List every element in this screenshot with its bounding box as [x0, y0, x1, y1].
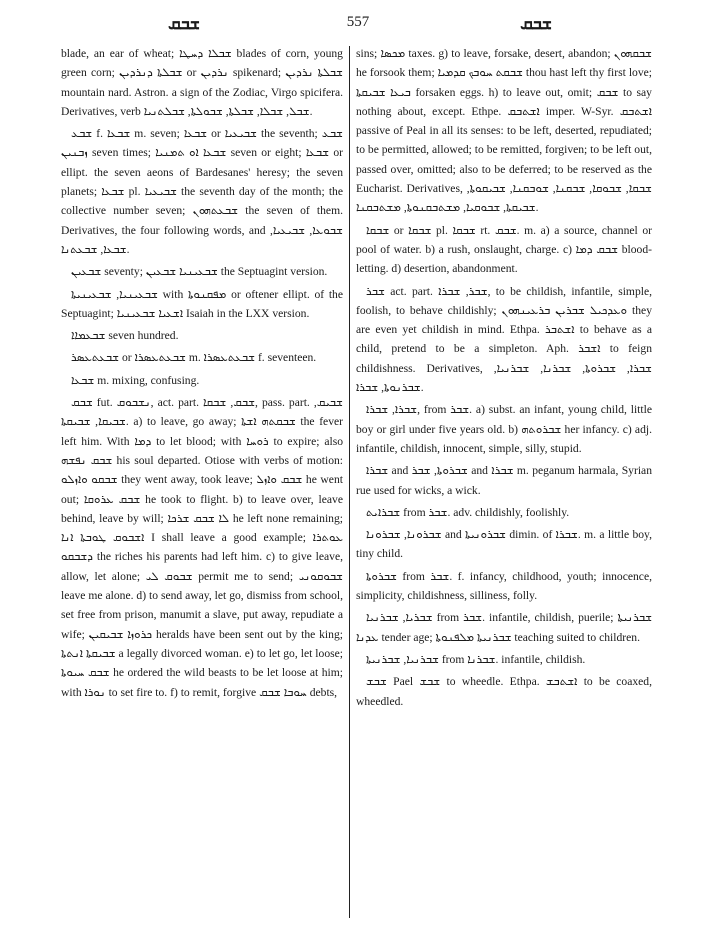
- page-header: [60, 14, 656, 40]
- column-divider: [349, 46, 350, 918]
- dictionary-entry: ܫܒܩ fut. ܢܫܒܘܩ, act. part. ܫܒܩ, ܫܒܩܐ, pass. part. ܫܒܝܩ, ܫܒܝܩܐ, ܫܒܝܩܬܐ. a) to leave, go away; ܫܒܩܬܗ ܐܫܬܐ the fever left him. With ܕܡܐ to let blood; with ܪܘܚܐ to expire; also ܫܒܩ ܢܦܫܗ his soul departed. Otiose with verbs of motion: ܫܒܩܘ ܘܐܙܠܘ they went away, took leave; ܫܒܩ ܘܐܙܠ he went out; ܫܒܩ ܥܪܘܩܐ he took to flight. b) to leave over, leave behind, leave by will; ܠܐ ܫܒܩ ܫܪܟܐ he left none remaining; ܐܫܒܘܩ ܛܘܒܬܐ ܐܢܐ I shall leave a good example; ܥܘܬܪܐ ܕܫܒܩܘ the riches his parents had left him. c) to give leave, allow, let alone; ܫܒܘܩ ܠܝ permit me to send; ܫܒܘܩܘܢܝ leave me alone. d) to send away, let go, dismiss from school, set free from prison, manumit a slave, put away, repudiate a wife; ܟܪܘܙܐ ܫܒܝܩܝܢ heralds have been sent out by the king; ܫܒܝܩܬܐ ܐܢܬܬܐ a legally divorced woman. e) to let go, let loose; ܫܒܩ ܚܝܘܬܐ he ordered the wild beasts to be let loose at him; with ܢܘܪܐ to set fire to. f) to remit, forgive ܚܘܒܐ ܫܒܩ debts,: [61, 396, 344, 699]
- dictionary-entry: blade, an ear of wheat; ܫܒܠܐ ܕܚܛܐ blades of corn, young green corn; ܫܒܠܬܐ ܕܢܪܕܝܢ or ܢܪܕܝܢ spikenard; ܫܒܠܬܐ ܢܪܕܝܢ mountain nard. Astron. a sign of the Zodiac, Virgo spicifera. Derivatives, verb ܫܒܠ, ܫܒܠܐ, ܫܒܠܬܐ, ܫܒܘܠܬܐ, ܫܒܠܬܢܝܐ.: [61, 47, 343, 118]
- left-column: [61, 44, 343, 705]
- dictionary-entry: ܫܒܪܝܐ, ܫܒܪܢܝܐ from ܫܒܪ. infantile, childish, puerile; ܫܒܪܢܝܬܐ ܥܕܢܐ tender age; ܫܒܪܢܝܬܐ ܡܠܦܢܘܬܐ teaching suited to children.: [356, 611, 653, 644]
- dictionary-entry: ܫܒܪܐ, ܫܒܪܐ, from ܫܒܪ. a) subst. an infant, young child, little boy or girl under five years old. b) ܫܒܪܘܬܗ her infancy. c) adj. infantile, childish, innocent, simple, silly, stupid.: [356, 403, 652, 455]
- dictionary-entry: ܫܒܥ f. ܫܒܥܐ m. seven; ܫܒܥܐ or ܫܒܝܥܝܐ the seventh; ܫܒܥ ܙܒܢܝܢ seven times; ܫܒܥܐ ܐܘ ܬܡܢܝܐ seven or eight; ܫܒܥܐ or ellipt. the seven aeons of Bardesanes' heresy; the seven planets; ܫܒܥܐ pl. ܫܒܝܥܝܐ the seventh day of the month; the collective number seven; ܫܒܥܬܗܘܢ the seven of them. Derivatives, the four following words, and ܫܒܘܥܐ, ܫܒܝܥܝܐ, ܫܒܥܐ, ܫܒܥܬܢܐ.: [61, 127, 344, 256]
- dictionary-entry: ܫܒܪܐ and ܫܒܪܘܬܐ, ܫܒܪ and ܫܒܪܐ m. peganum harmala, Syrian rue used for wicks, a wick.: [356, 464, 652, 497]
- dictionary-entry: ܫܒܥܐ m. mixing, confusing.: [71, 373, 200, 387]
- left-running-headword: ܫܒܩ: [168, 14, 200, 34]
- dictionary-entry: ܫܒܥܬܥܣܪ or ܫܒܥܬܥܣܪܐ m. ܫܒܥܬܥܣܪܐ f. seventeen.: [71, 351, 317, 365]
- dictionary-entry: ܫܒܥܡܐܐ seven hundred.: [71, 329, 179, 343]
- right-running-headword: ܫܒܩ: [520, 14, 552, 34]
- dictionary-entry: ܫܒܥܝܢ seventy; ܫܒܥܝܢܝܐ ܫܒܥܝܢ the Septuagint version.: [71, 265, 328, 279]
- dictionary-entry: ܫܒܪܢܝܐ, ܫܒܪܢܝܬܐ from ܫܒܪܢܐ. infantile, childish.: [366, 652, 586, 666]
- page-number: 557: [346, 14, 370, 30]
- dictionary-entry: ܫܒܪ act. part. ܫܒܪ, ܫܒܪܐ, to be childish, infantile, simple, foolish, to behave childishly; ܘܥܕܟܝܠ ܫܒܪܝܢ ܒܪܥܝܢܗܘܢ they are even yet childish in mind. Ethpa. ܐܫܬܒܪ to behave as a child, pretend to be a simpleton. Aph. ܐܫܒܪ to feign childishness. Derivatives, ܫܒܪܐ, ܫܒܪܘܬܐ, ܫܒܪܢܐ, ܫܒܪܢܝܐ, ܫܒܪܢܘܬܐ, ܫܒܪܐ.: [356, 284, 653, 395]
- dictionary-entry: ܫܒܪܐܝܬ from ܫܒܪ. adv. childishly, foolishly.: [366, 505, 570, 519]
- dictionary-entry: ܫܒܩܐ or ܫܒܩܐ pl. ܫܒܩܐ rt. ܫܒܩ. m. a) a source, channel or pool of water. b) a rush, onslaught, charge. c) ܫܒܩ ܕܡܐ blood-letting. d) desertion, abandonment.: [356, 223, 652, 276]
- dictionary-entry: ܫܒܫ Pael ܫܒܫ to wheedle. Ethpa. ܐܫܬܒܫ to be coaxed, wheedled.: [356, 675, 652, 708]
- dictionary-entry: ܫܒܥܝܢܝܐ, ܫܒܥܝܢܝܬܐ with ܡܦܩܢܘܬܐ or oftener ellipt. of the Septuagint; ܐܫܥܝܐ ܫܒܥܝܢܝܐ Isaiah in the LXX version.: [61, 287, 343, 320]
- right-column: [356, 44, 652, 714]
- dictionary-entry: ܫܒܪܘܬܐ from ܫܒܪ. f. infancy, childhood, youth; innocence, simplicity, childishness, silliness, folly.: [356, 569, 652, 603]
- dictionary-entry: ܫܒܪܘܢܐ, ܫܒܪܘܢܐ and ܫܒܪܘܢܝܬܐ dimin. of ܫܒܪܐ. m. a little boy, tiny child.: [356, 528, 652, 561]
- dictionary-entry: sins; ܡܟܣܐ taxes. g) to leave, forsake, desert, abandon; ܫܒܩܗܘܢ he forsook them; ܫܒܩܬ ܚܘܒܟ ܩܕܡܝܐ thou hast left thy first love; ܒܝܥܐ ܫܒܝܩܬܐ forsaken eggs. h) to leave out, omit; ܫܒܩ to say nothing about, except. Ethpe. ܐܫܬܒܩ imper. W-Syr. ܐܫܬܒܩ passive of Peal in all its senses: to be left, deserted, repudiated; to be permitted, allowed; to be remitted, forgiven; to be left out, passed over, omitted; also to be deferred; to be reserved as the Eucharist. Derivatives, ܫܒܩܐ, ܫܒܘܩܐ, ܫܒܩܢܐ, ܫܘܒܩܢܐ, ܫܒܝܩܘܬܐ, ܫܒܝܩܬܐ, ܫܒܘܩܝܐ, ܡܫܬܒܩܢܘܬܐ, ܡܫܬܒܩܢܐ.: [356, 47, 653, 215]
